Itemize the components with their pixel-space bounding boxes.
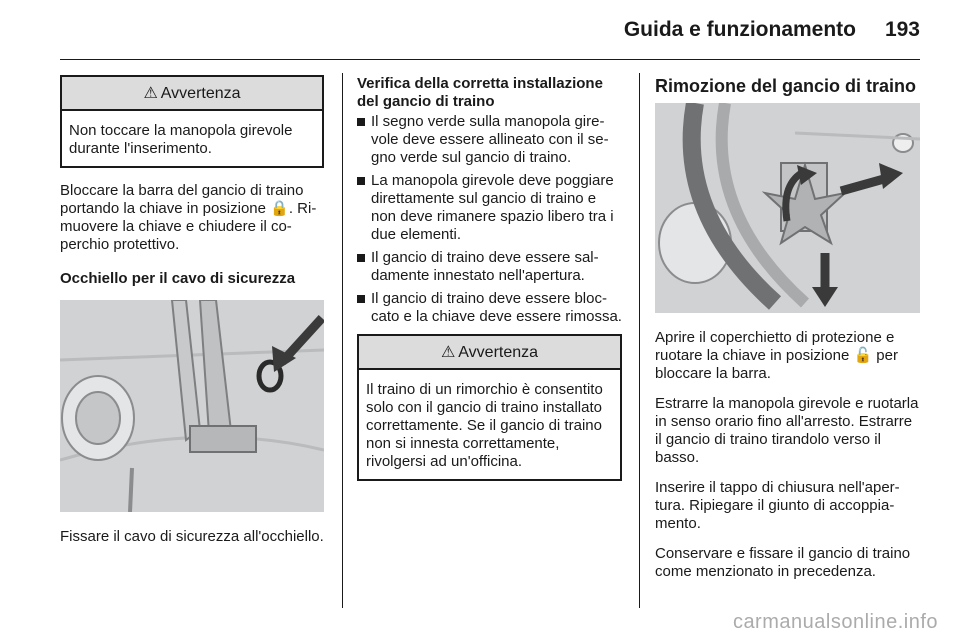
tow-hook-removal-photo: [655, 103, 920, 313]
list-item: Il gancio di traino deve essere saldamente innestato nell'apertura.: [357, 249, 622, 285]
safety-cable-eyelet-photo: [60, 300, 324, 512]
paragraph: Bloccare la barra del gancio di traino portando la chiave in posizione 🔒. Rimuovere la chiave e chiudere il coperchio protettivo.: [60, 182, 317, 253]
section-heading: Verifica della corretta installazione del gancio di traino: [357, 75, 603, 110]
warning-box: [357, 334, 622, 481]
section-heading: Occhiello per il cavo di sicurezza: [60, 270, 296, 287]
warning-header: [359, 336, 620, 370]
warning-title: Avvertenza: [458, 344, 539, 361]
warning-header: [62, 77, 322, 111]
column-rule-2: [639, 73, 640, 608]
list-item: Il gancio di traino deve essere bloccato e la chiave deve essere rimossa.: [357, 290, 622, 326]
warning-body: Non toccare la manopola girevole durante l'inserimento.: [69, 122, 293, 157]
watermark: carmanualsonline.info: [732, 611, 938, 633]
checklist: [357, 113, 622, 326]
removal-illustration: [655, 103, 920, 313]
paragraph: Estrarre la manopola girevole e ruotarla in senso orario fino all'arresto. Estrarre il gancio di traino tirandolo verso il basso.: [655, 395, 919, 466]
photo-caption: Fissare il cavo di sicurezza all'occhiello.: [60, 528, 324, 545]
section-heading: Rimozione del gancio di traino: [655, 76, 917, 96]
warning-box: [60, 75, 324, 168]
page-number: 193: [884, 18, 920, 41]
warning-body: Il traino di un rimorchio è consentito solo con il gancio di traino installato correttamente. Se il gancio di traino non si innesta correttamente, rivolgersi ad un'officina.: [366, 381, 603, 470]
paragraph: Conservare e fissare il gancio di traino come menzionato in precedenza.: [655, 545, 911, 580]
page-header-title: Guida e funzionamento: [623, 18, 856, 41]
list-item: Il segno verde sulla manopola girevole deve essere allineato con il segno verde sul gancio di traino.: [357, 113, 622, 167]
column-3: [655, 75, 920, 593]
warning-icon: ⚠: [143, 85, 158, 102]
column-2: [357, 75, 622, 495]
paragraph: Aprire il coperchietto di protezione e ruotare la chiave in posizione 🔓 per bloccare la barra.: [655, 329, 898, 382]
header-rule: [60, 59, 920, 60]
warning-title: Avvertenza: [160, 85, 241, 102]
paragraph: Inserire il tappo di chiusura nell'apertura. Ripiegare il giunto di accoppiamento.: [655, 479, 900, 532]
column-rule-1: [342, 73, 343, 608]
eyelet-illustration: [60, 300, 324, 512]
list-item: La manopola girevole deve poggiare direttamente sul gancio di traino e non deve rimanere spazio libero tra i due elementi.: [357, 172, 622, 244]
column-1: [60, 75, 324, 558]
warning-icon: ⚠: [440, 344, 456, 361]
